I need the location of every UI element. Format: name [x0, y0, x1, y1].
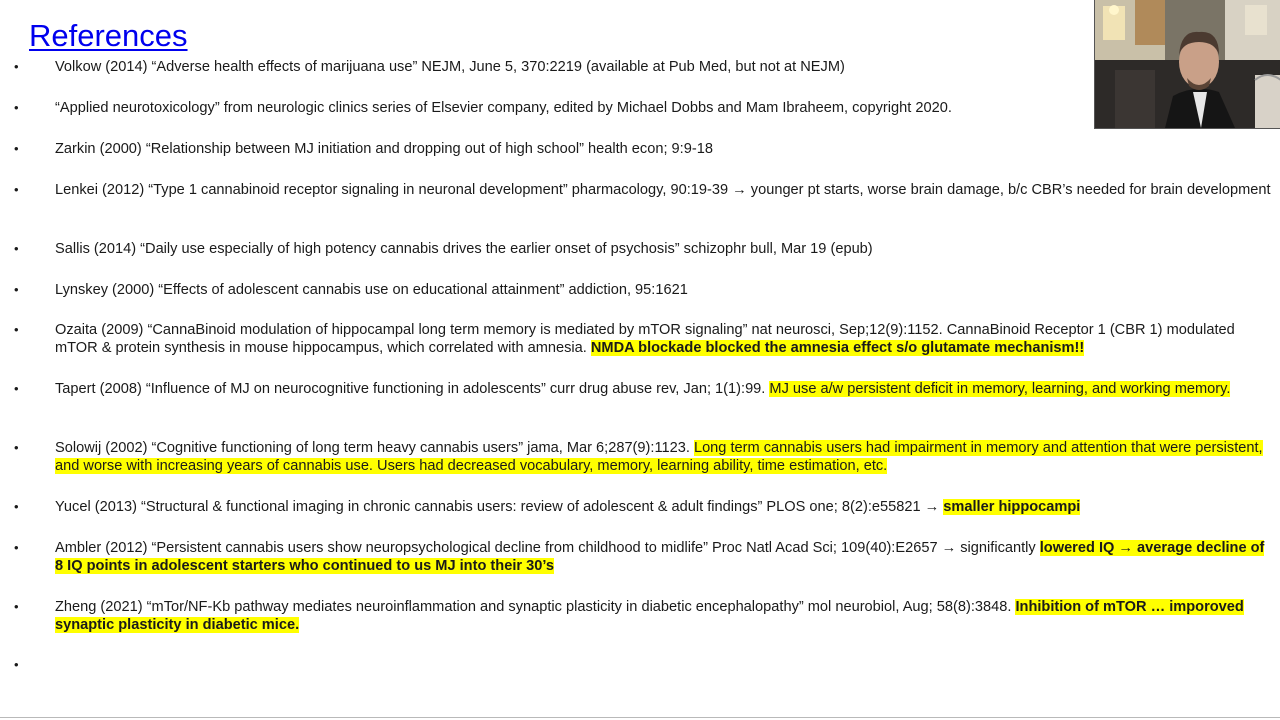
citation-text: Zheng (2021) “mTor/NF-Kb pathway mediates neuroinflammation and synaptic plasticity in diabetic encephalopathy” mol neurobiol, Aug; 58(8):3848.: [55, 599, 1016, 615]
bullet-icon: •: [14, 657, 19, 672]
reference-text: [55, 181, 1276, 199]
citation-text: Volkow (2014) “Adverse health effects of marijuana use” NEJM, June 5, 370:2219 (available at Pub Med, but not at NEJM): [55, 59, 845, 75]
bullet-icon: •: [14, 499, 19, 514]
bullet-icon: •: [14, 182, 19, 197]
reference-text: [55, 598, 1276, 634]
reference-item: [14, 281, 1276, 299]
citation-text: Sallis (2014) “Daily use especially of high potency cannabis drives the earlier onset of psychosis” schizophr bull, Mar 19 (epub): [55, 241, 873, 257]
reference-item: [14, 140, 1276, 158]
highlighted-finding: lowered IQ → average decline of 8 IQ points in adolescent starters who continued to us MJ into their 30’s: [55, 540, 1265, 574]
reference-text: [55, 380, 1276, 398]
highlighted-finding: MJ use a/w persistent deficit in memory, learning, and working memory.: [769, 381, 1231, 397]
webcam-video-thumbnail[interactable]: [1094, 0, 1280, 129]
reference-item: [14, 58, 1276, 76]
bullet-icon: •: [14, 599, 19, 614]
slide-title[interactable]: References: [29, 18, 188, 53]
reference-item: [14, 99, 1276, 117]
reference-item: [14, 380, 1276, 398]
reference-text: [55, 240, 1276, 258]
reference-text: [55, 58, 1276, 76]
reference-text: [55, 539, 1276, 575]
bullet-icon: •: [14, 322, 19, 337]
citation-text: Ambler (2012) “Persistent cannabis users show neuropsychological decline from childhood to midlife” Proc Natl Acad Sci; 109(40):E2657 → significantly: [55, 540, 1040, 556]
citation-text: Lenkei (2012) “Type 1 cannabinoid receptor signaling in neuronal development” pharmacology, 90:19-39 → younger pt starts, worse brain damage, b/c CBR’s needed for brain development: [55, 182, 1271, 198]
bullet-icon: •: [14, 381, 19, 396]
bullet-icon: •: [14, 282, 19, 297]
reference-item: [14, 598, 1276, 634]
citation-text: “Applied neurotoxicology” from neurologic clinics series of Elsevier company, edited by Michael Dobbs and Mam Ibraheem, copyright 2020.: [55, 100, 952, 116]
bullet-icon: •: [14, 100, 19, 115]
presenter-video-icon: [1095, 0, 1280, 128]
reference-text: [55, 321, 1276, 357]
highlighted-finding: NMDA blockade blocked the amnesia effect s/o glutamate mechanism!!: [590, 340, 1085, 356]
bullet-icon: •: [14, 241, 19, 256]
highlighted-finding: Inhibition of mTOR … imporoved synaptic plasticity in diabetic mice.: [55, 599, 1244, 633]
highlighted-finding: Long term cannabis users had impairment in memory and attention that were persistent, and worse with increasing years of cannabis use. Users had decreased vocabulary, memory, learning ability, time estimation, etc.: [55, 440, 1263, 474]
reference-text: [55, 281, 1276, 299]
bullet-icon: •: [14, 440, 19, 455]
reference-item: [14, 498, 1276, 516]
reference-text: [55, 498, 1276, 516]
reference-item: [14, 181, 1276, 199]
reference-item: [14, 240, 1276, 258]
bullet-icon: •: [14, 141, 19, 156]
reference-item: [14, 539, 1276, 575]
citation-text: Zarkin (2000) “Relationship between MJ initiation and dropping out of high school” health econ; 9:9-18: [55, 141, 713, 157]
citation-text: Solowij (2002) “Cognitive functioning of long term heavy cannabis users” jama, Mar 6;287(9):1123.: [55, 440, 694, 456]
bullet-icon: •: [14, 59, 19, 74]
highlighted-finding: smaller hippocampi: [943, 499, 1081, 515]
citation-text: Ozaita (2009) “CannaBinoid modulation of hippocampal long term memory is mediated by mTOR signaling” nat neurosci, Sep;12(9):1152. CannaBinoid Receptor 1 (CBR 1) modulated mTOR & protein synthesis in mouse hippocampus, which correlated with amnesia.: [55, 322, 1235, 356]
citation-text: Tapert (2008) “Influence of MJ on neurocognitive functioning in adolescents” curr drug abuse rev, Jan; 1(1):99.: [55, 381, 770, 397]
reference-text: [55, 439, 1276, 475]
citation-text: Yucel (2013) “Structural & functional imaging in chronic cannabis users: review of adolescent & adult findings” PLOS one; 8(2):e55821 →: [55, 499, 944, 515]
bullet-icon: •: [14, 540, 19, 555]
reference-text: [55, 99, 1276, 117]
slide-bottom-border: [0, 717, 1280, 718]
reference-text: [55, 140, 1276, 158]
citation-text: Lynskey (2000) “Effects of adolescent cannabis use on educational attainment” addiction, 95:1621: [55, 282, 688, 298]
reference-item: [14, 439, 1276, 475]
reference-item: [14, 321, 1276, 357]
